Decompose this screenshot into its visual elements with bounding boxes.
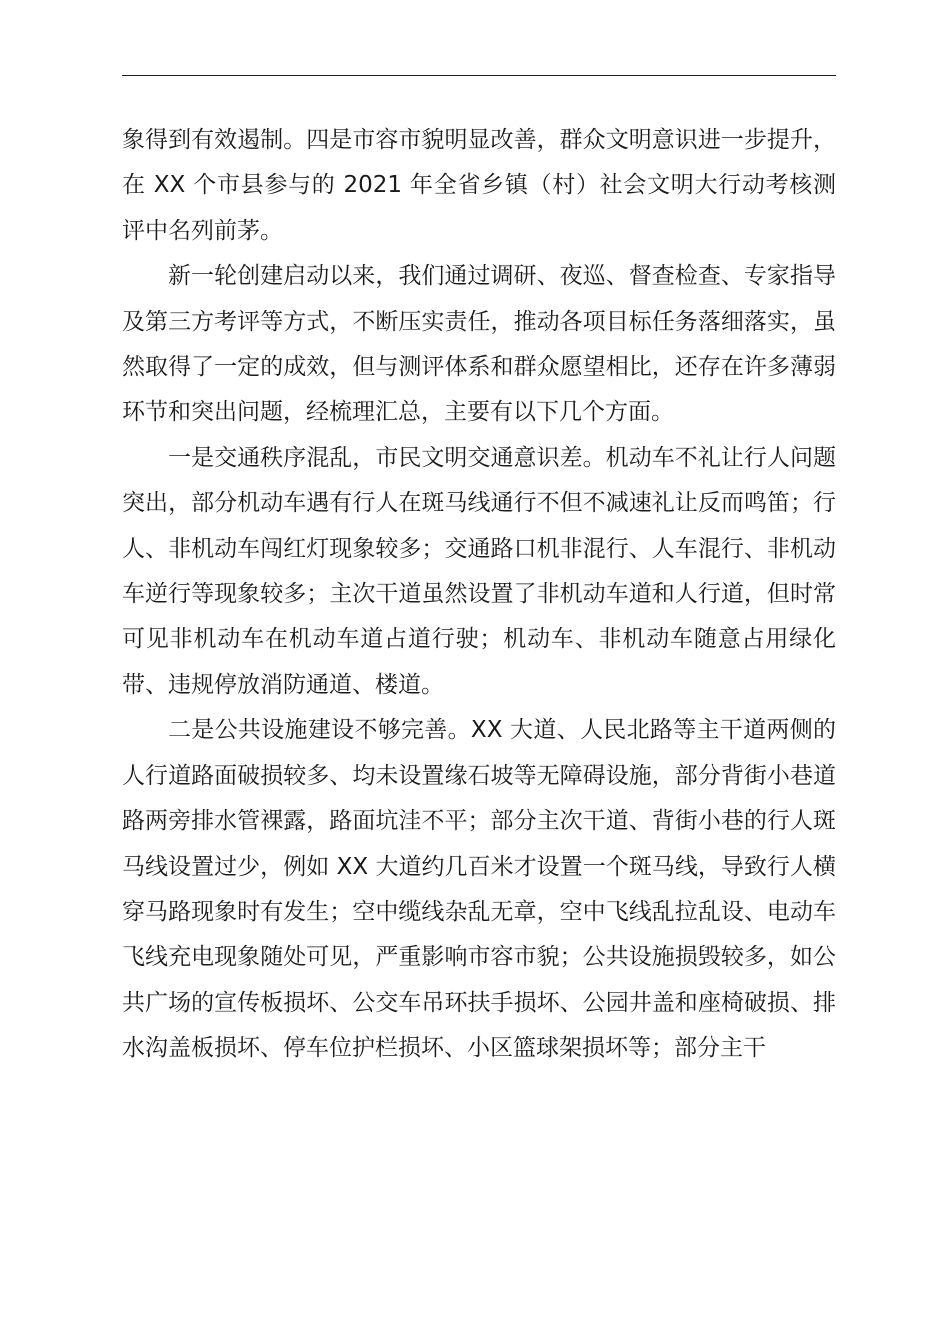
- header-rule: [122, 75, 836, 76]
- paragraph-overview: 新一轮创建启动以来，我们通过调研、夜巡、督查检查、专家指导及第三方考评等方式，不断压实责任，推动各项目标任务落细落实，虽然取得了一定的成效，但与测评体系和群众愿望相比，还存在许多薄弱环节和突出问题，经梳理汇总，主要有以下几个方面。: [122, 263, 836, 426]
- document-body: [122, 118, 836, 1072]
- paragraph-traffic-order: 一是交通秩序混乱，市民文明交通意识差。机动车不礼让行人问题突出，部分机动车遇有行人在斑马线通行不但不减速礼让反而鸣笛；行人、非机动车闯红灯现象较多；交通路口机非混行、人车混行、非机动车逆行等现象较多；主次干道虽然设置了非机动车道和人行道，但时常可见非机动车在机动车道占道行驶；机动车、非机动车随意占用绿化带、违规停放消防通道、楼道。: [122, 444, 836, 698]
- paragraph-continuation: 象得到有效遏制。四是市容市貌明显改善，群众文明意识进一步提升，在 XX 个市县参与的 2021 年全省乡镇（村）社会文明大行动考核测评中名列前茅。: [122, 127, 836, 244]
- paragraph-public-facilities: 二是公共设施建设不够完善。XX 大道、人民北路等主干道两侧的人行道路面破损较多、均未设置缘石坡等无障碍设施，部分背街小巷道路两旁排水管裸露，路面坑洼不平；部分主次干道、背街小巷的行人斑马线设置过少，例如 XX 大道约几百米才设置一个斑马线，导致行人横穿马路现象时有发生；空中缆线杂乱无章，空中飞线乱拉乱设、电动车飞线充电现象随处可见，严重影响市容市貌；公共设施损毁较多，如公共广场的宣传板损坏、公交车吊环扶手损坏、公园井盖和座椅破损、排水沟盖板损坏、停车位护栏损坏、小区篮球架损坏等；部分主干: [122, 717, 836, 1062]
